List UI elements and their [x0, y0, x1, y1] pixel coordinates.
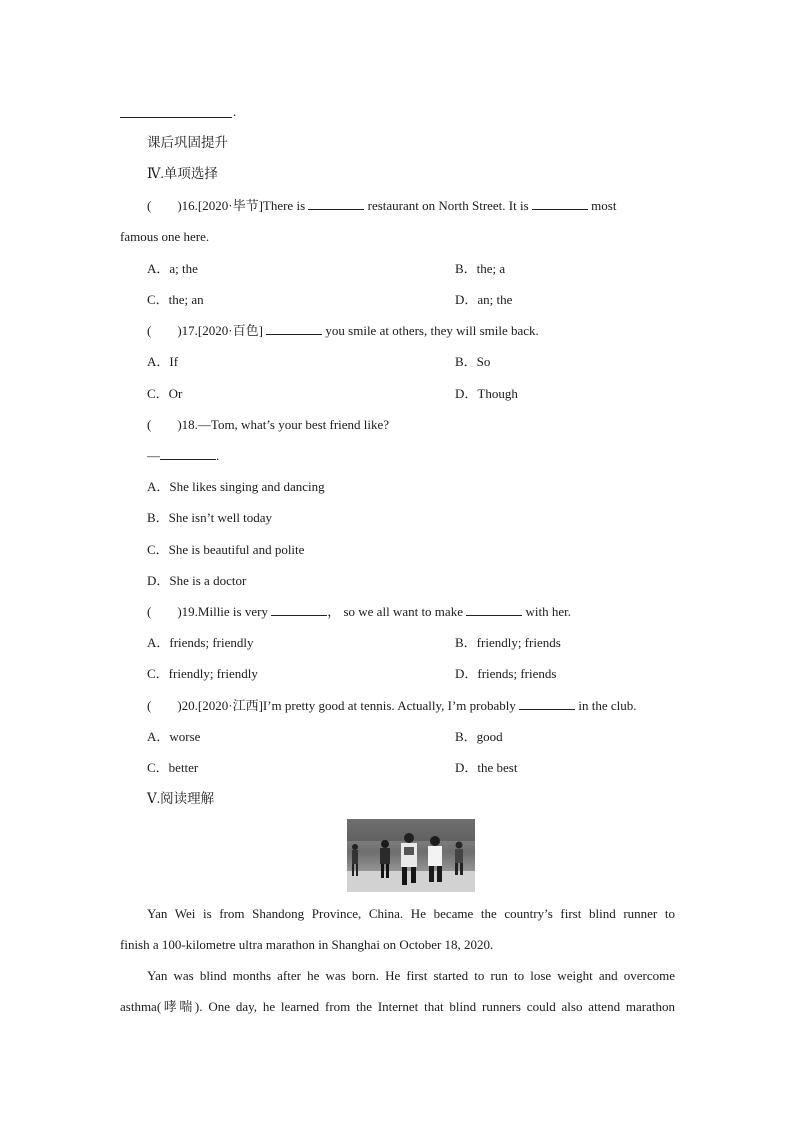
- q17-option-a: A．If: [147, 354, 179, 369]
- q19-blank-2: [466, 603, 522, 616]
- q20-blank: [519, 697, 575, 710]
- q18-option-d: D．She is a doctor: [147, 573, 247, 588]
- q16-stem: [147, 197, 616, 215]
- q17-stem-a: ( )17.[2020·百色]: [147, 323, 267, 338]
- q17-option-b: B．So: [455, 354, 491, 369]
- q17-option-d: D．Though: [455, 386, 518, 401]
- q17-stem-b: you smile at others, they will smile back.: [322, 323, 539, 338]
- q18-blank: [160, 447, 216, 460]
- q16-stem-a: ( )16.[2020·毕节]There is: [147, 198, 309, 213]
- q16-blank-2: [532, 197, 588, 210]
- q16-option-b: B．the; a: [455, 261, 506, 276]
- q16-stem-c: most: [587, 198, 617, 213]
- q20-stem-a: ( )20.[2020·江西]I’m pretty good at tennis. Actually, I’m probably: [147, 698, 520, 713]
- q19-option-b: B．friendly; friends: [455, 635, 561, 650]
- q19-option-c: C．friendly; friendly: [147, 666, 258, 681]
- q19-option-d: D．friends; friends: [455, 666, 557, 681]
- marathon-runners-photo: [347, 819, 475, 892]
- q19-stem-c: with her.: [522, 604, 571, 619]
- q18-reply: [147, 447, 219, 465]
- q17-stem: [147, 322, 539, 340]
- q18-option-a: A．She likes singing and dancing: [147, 479, 325, 494]
- q19-stem-a: ( )19.Millie is very: [147, 604, 272, 619]
- q16-stem-line2: famous one here.: [120, 229, 210, 244]
- q20-option-c: C．better: [147, 760, 199, 775]
- q18-reply-dash: —: [147, 448, 160, 463]
- q18-reply-end: .: [216, 448, 220, 463]
- q18-option-c: C．She is beautiful and polite: [147, 542, 305, 557]
- q18-stem: ( )18.—Tom, what’s your best friend like?: [147, 417, 390, 432]
- q16-option-d: D．an; the: [455, 292, 513, 307]
- answer-blank: [120, 117, 232, 118]
- q16-stem-b: restaurant on North Street. It is: [364, 198, 532, 213]
- paragraph-1-line-2: finish a 100-kilometre ultra marathon in Shanghai on October 18, 2020.: [120, 937, 494, 952]
- answer-end-period: .: [233, 104, 237, 119]
- q19-stem-b: ， so we all want to make: [327, 604, 467, 619]
- q17-blank: [266, 322, 322, 335]
- paragraph-2-line-2: asthma(哮喘). One day, he learned from the Internet that blind runners could also attend marathon: [120, 999, 675, 1014]
- q20-stem-b: in the club.: [575, 698, 637, 713]
- section-title: 课后巩固提升: [147, 135, 228, 150]
- q19-stem: [147, 603, 571, 621]
- q16-option-a: A．a; the: [147, 261, 198, 276]
- part4-title: Ⅳ.单项选择: [147, 166, 218, 181]
- q20-option-a: A．worse: [147, 729, 201, 744]
- q20-option-b: B．good: [455, 729, 503, 744]
- q19-blank-1: [271, 603, 327, 616]
- q20-option-d: D．the best: [455, 760, 518, 775]
- paragraph-1-line-1: Yan Wei is from Shandong Province, China. He became the country’s first blind runner to: [147, 906, 675, 921]
- q16-blank-1: [308, 197, 364, 210]
- part5-title: Ⅴ.阅读理解: [147, 791, 215, 806]
- q20-stem: [147, 697, 637, 715]
- q18-option-b: B．She isn’t well today: [147, 510, 273, 525]
- q16-option-c: C．the; an: [147, 292, 204, 307]
- paragraph-2-line-1: Yan was blind months after he was born. He first started to run to lose weight and overcome: [147, 968, 675, 983]
- q19-option-a: A．friends; friendly: [147, 635, 254, 650]
- q17-option-c: C．Or: [147, 386, 183, 401]
